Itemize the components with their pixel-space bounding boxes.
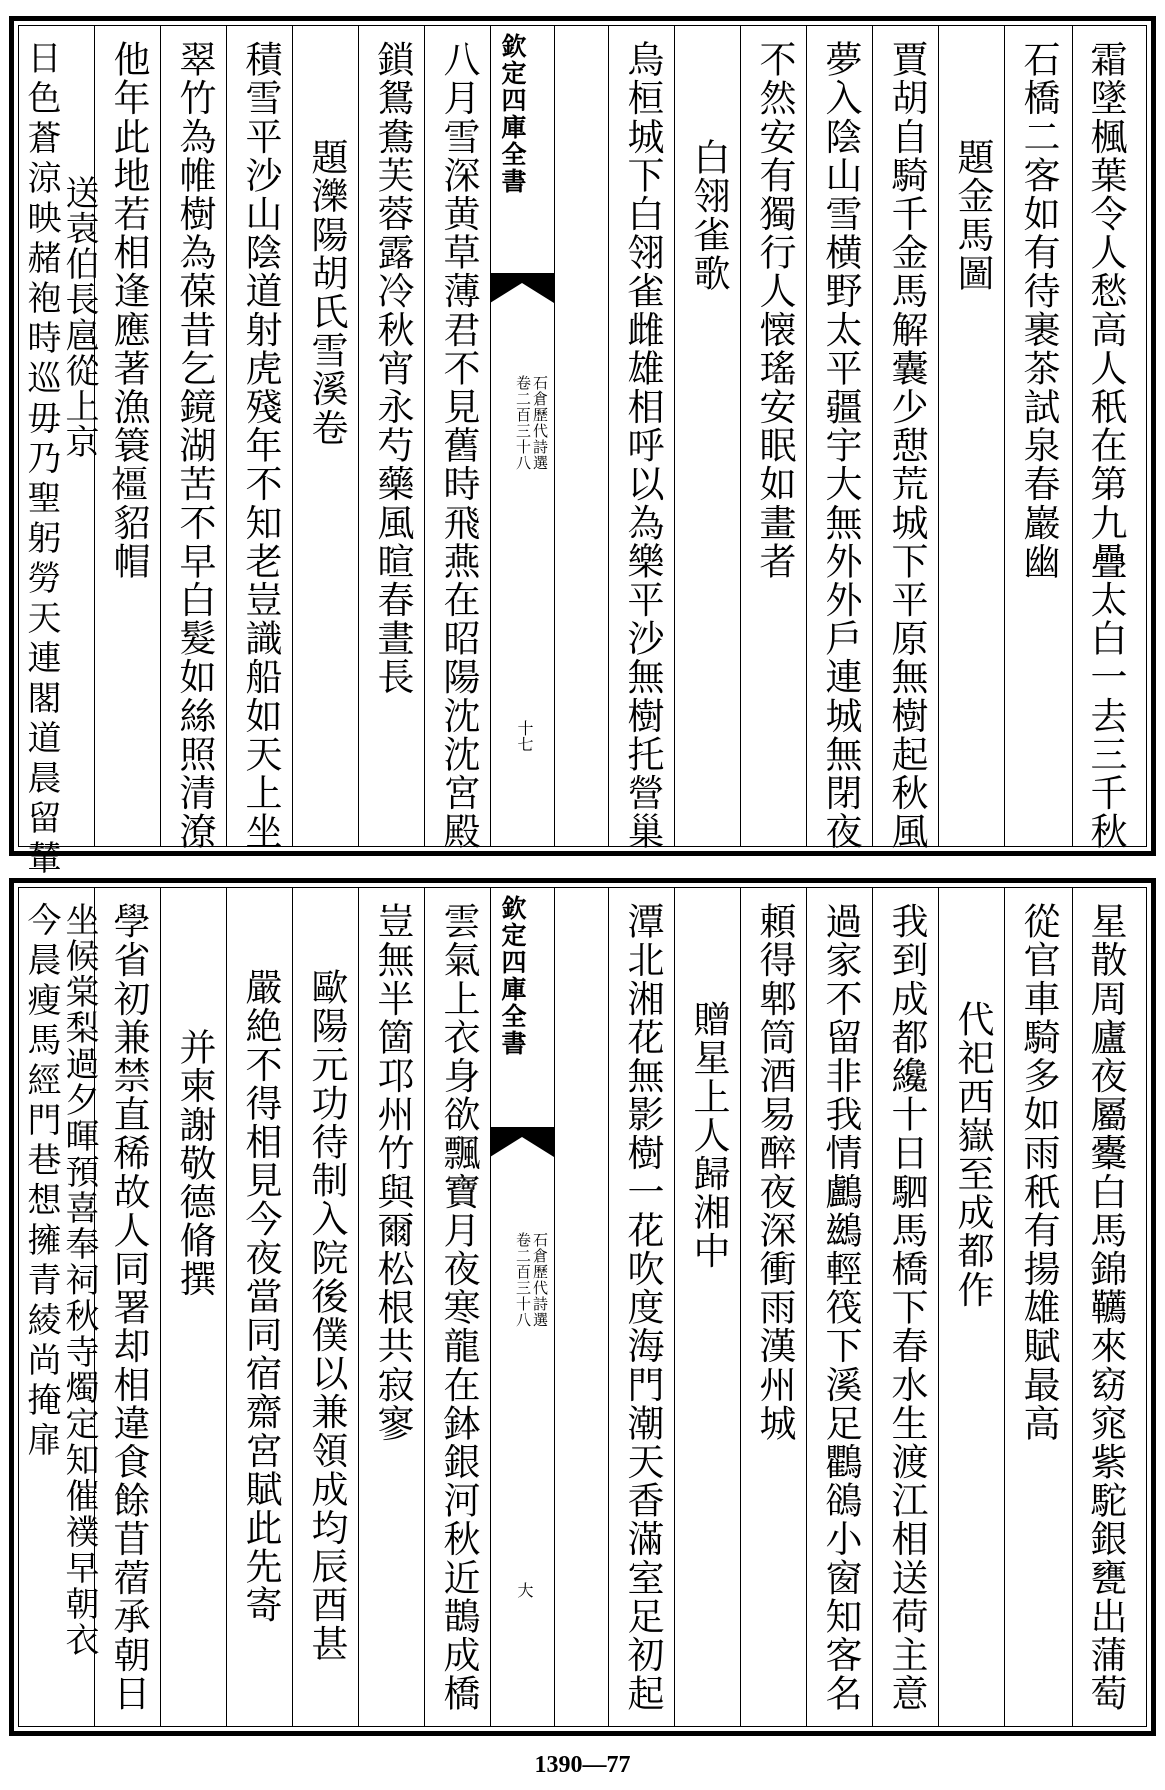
column-rule (872, 887, 873, 1727)
center-column-rule-right (554, 887, 555, 1727)
text-column: 賈胡自騎千金馬解囊少憇荒城下平原無樹起秋風 (885, 40, 928, 851)
text-column: 八月雪深黄草薄君不見舊時飛燕在昭陽沈沈宮殿 (437, 40, 480, 851)
library-title: 欽定四庫全書 (498, 33, 527, 195)
text-column: 星散周廬夜屬櫜白馬錦韉來窈窕紫駝銀甕出蒲萄 (1084, 902, 1127, 1713)
text-column: 學省初兼禁直稀故人同署却相違食餘苜蓿承朝日 (107, 902, 150, 1713)
poem-title: 歐陽元功待制入院後僕以兼領成均辰酉甚 (305, 968, 348, 1663)
column-rule (358, 887, 359, 1727)
text-column: 坐候棠梨過夕暉預喜奉祠秋寺燭定知催襆早朝衣 (59, 902, 99, 1658)
text-column: 翠竹為帷樹為葆昔乞鏡湖苦不早白髮如絲照清潦 (173, 40, 216, 851)
column-rule (938, 25, 939, 847)
column-rule (740, 25, 741, 847)
poem-title: 題金馬圖 (951, 138, 994, 293)
library-title: 欽定四庫全書 (498, 895, 527, 1057)
juan-number: 卷二百三十八 (514, 375, 532, 471)
poem-title: 嚴絶不得相見今夜當同宿齋宮賦此先寄 (239, 968, 282, 1625)
text-column: 積雪平沙山陰道射虎殘年不知老豈識船如天上坐 (239, 40, 282, 851)
column-rule (1072, 887, 1073, 1727)
column-rule (424, 25, 425, 847)
text-column: 過家不留非我情鸕鷀輕筏下溪足鸜鵒小窗知客名 (819, 902, 862, 1713)
column-rule (674, 25, 675, 847)
column-rule (806, 25, 807, 847)
column-rule (608, 25, 609, 847)
poem-title: 送袁伯長扈從上京 (59, 175, 99, 460)
center-column (490, 887, 554, 1727)
column-rule (740, 887, 741, 1727)
text-column: 從官車騎多如雨秖有揚雄賦最高 (1017, 902, 1060, 1443)
column-rule (358, 25, 359, 847)
center-column-rule-right (554, 25, 555, 847)
text-column: 鎖鴛鴦芙蓉露冷秋宵永芍藥風暄春晝長 (371, 40, 414, 697)
juan-number: 卷二百三十八 (514, 1232, 532, 1328)
poem-title: 白翎雀歌 (687, 138, 730, 293)
column-rule (674, 887, 675, 1727)
column-rule (608, 887, 609, 1727)
text-column: 頼得郫筒酒易醉夜深衝雨漢州城 (753, 902, 796, 1443)
column-rule (226, 25, 227, 847)
text-column: 雲氣上衣身欲飄寶月夜寒龍在鉢銀河秋近鵲成橋 (437, 902, 480, 1713)
page-number: 1390—77 (534, 1752, 631, 1778)
book-title: 石倉歷代詩選 (531, 375, 549, 471)
book-title: 石倉歷代詩選 (531, 1232, 549, 1328)
text-column: 潭北湘花無影樹一花吹度海門潮天香滿室足初起 (621, 902, 664, 1713)
text-column: 烏桓城下白翎雀雌雄相呼以為樂平沙無樹托營巢 (621, 40, 664, 851)
column-rule (938, 887, 939, 1727)
text-column: 日色蒼涼映赭袍時巡毋乃聖躬勞天連閣道晨留輦 (21, 40, 61, 880)
column-rule (806, 887, 807, 1727)
text-column: 霜墜楓葉令人愁高人秖在第九疊太白一去三千秋 (1084, 40, 1127, 851)
text-column: 不然安有獨行人懐瑤安眠如畫者 (753, 40, 796, 581)
poem-title: 代祀西嶽至成都作 (951, 1000, 994, 1309)
text-column: 豈無半箇邛州竹與爾松根共寂寥 (371, 902, 414, 1443)
text-column: 石橋二客如有待裹茶試泉春巖幽 (1017, 40, 1060, 581)
center-column (490, 25, 554, 847)
column-rule (226, 887, 227, 1727)
column-rule (1004, 25, 1005, 847)
top-page (0, 0, 1165, 860)
text-column: 夢入陰山雪横野太平疆宇大無外外戶連城無閉夜 (819, 40, 862, 851)
fishtail-mark (490, 1127, 554, 1157)
poem-title: 題濼陽胡氏雪溪卷 (305, 138, 348, 447)
column-rule (424, 887, 425, 1727)
folio-number: 十七 (515, 720, 534, 752)
column-rule (292, 887, 293, 1727)
folio-number: 大 (515, 1582, 534, 1598)
column-rule (1004, 887, 1005, 1727)
poem-title: 贈星上人歸湘中 (687, 1000, 730, 1271)
column-rule (1072, 25, 1073, 847)
column-rule (292, 25, 293, 847)
text-column: 他年此地若相逢應著漁簑𧝿貂帽 (107, 40, 150, 581)
poem-title: 并柬謝敬德脩撰 (173, 1028, 216, 1299)
fishtail-mark (490, 273, 554, 303)
bottom-page (0, 878, 1165, 1738)
column-rule (160, 887, 161, 1727)
column-rule (160, 25, 161, 847)
text-column: 我到成都纔十日駟馬橋下春水生渡江相送荷主意 (885, 902, 928, 1713)
text-column: 今晨瘦馬經門巷想擁青綾尚掩扉 (21, 902, 61, 1462)
column-rule (872, 25, 873, 847)
